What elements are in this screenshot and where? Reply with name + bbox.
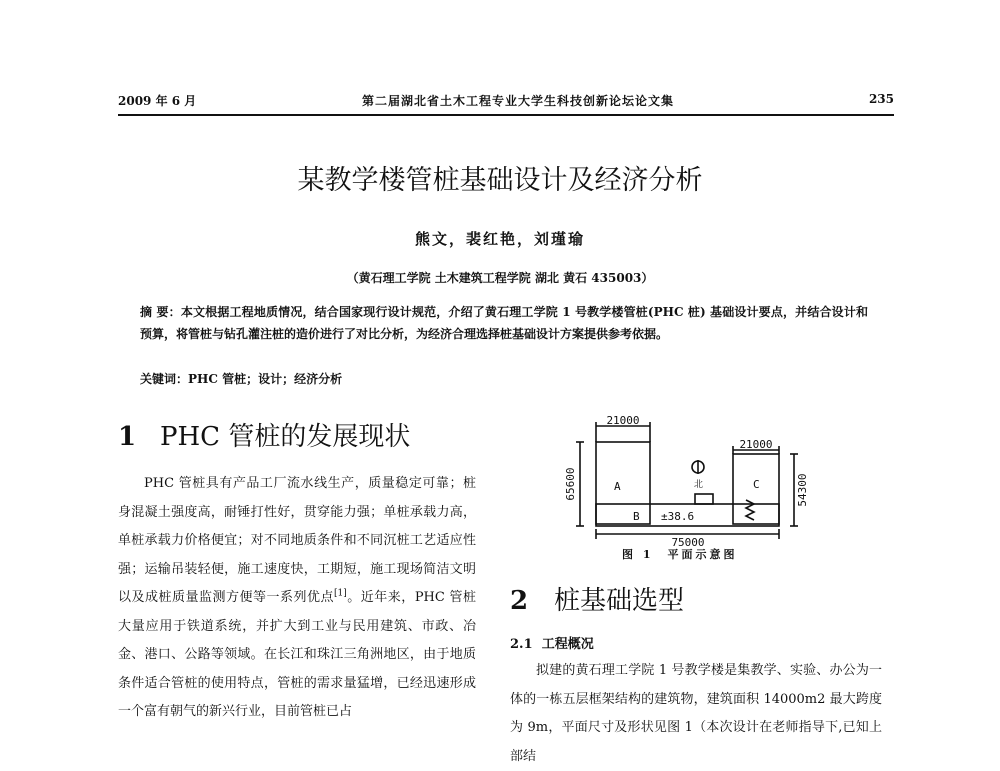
subsection-2-1-title: 工程概况 — [541, 637, 594, 652]
header-rule — [118, 114, 894, 116]
center-elevation-mark: ±38.6 — [661, 510, 695, 523]
section-2-paragraph: 拟建的黄石理工学院 1 号教学楼是集教学、实验、办公为一体的一栋五层框架结构的建筑物，建筑面积 14000m2 最大跨度为 9m，平面尺寸及形状见图 1（本次设计在老师指导下,已知上部结 — [510, 663, 882, 764]
block-a-label: A — [614, 480, 621, 493]
block-c-label: C — [753, 478, 760, 491]
keywords — [140, 370, 868, 387]
running-header — [118, 92, 894, 112]
dim-label-top-c: 21000 — [739, 438, 773, 451]
subsection-2-1-heading — [510, 633, 594, 652]
section-1-paragraph — [118, 470, 476, 727]
section-2-number: 2 — [510, 586, 529, 616]
dim-label-left: 65600 — [564, 467, 577, 501]
block-b-label: B — [633, 510, 640, 523]
subsection-2-1-number: 2.1 — [510, 637, 533, 652]
keywords-text: PHC 管桩；设计；经济分析 — [188, 372, 343, 386]
paper-affiliation: （黄石理工学院 土木建筑工程学院 湖北 黄石 435003） — [346, 271, 654, 285]
keywords-label: 关键词： — [140, 372, 189, 386]
dim-label-bottom: 75000 — [671, 536, 705, 549]
paper-authors: 熊文，裴红艳，刘瑾瑜 — [414, 230, 585, 248]
section-2-body — [510, 657, 882, 771]
header-page-number: 235 — [868, 92, 894, 106]
section-1-number: 1 — [118, 422, 137, 452]
header-journal: 第二届湖北省土木工程专业大学生科技创新论坛论文集 — [361, 94, 674, 108]
citation-ref[interactable]: [1] — [334, 588, 347, 599]
dim-label-right: 54300 — [796, 473, 809, 507]
abstract-text: 本文根据工程地质情况，结合国家现行设计规范，介绍了黄石理工学院 1 号教学楼管桩(PHC 桩) 基础设计要点，并结合设计和预算，将管桩与钻孔灌注桩的造价进行了对比分析，为经济合理选择桩基础设计方案提供参考依据。 — [140, 305, 868, 341]
stair-symbol — [746, 500, 754, 520]
paragraph-text-part-2: 。近年来，PHC 管桩大量应用于铁道系统，并扩大到工业与民用建筑、市政、冶金、港口、公路等领域。在长江和珠江三角洲地区，由于地质条件适合管桩的使用特点，管桩的需求量猛增，已经迅速形成一个富有朝气的新兴行业，目前管桩已占 — [118, 590, 476, 719]
section-2-heading — [510, 580, 684, 617]
abstract-label: 摘 要： — [140, 305, 181, 319]
north-label: 北 — [694, 480, 704, 490]
section-2-title: 桩基础选型 — [554, 586, 685, 616]
small-block-outline — [695, 494, 713, 504]
building-a-outline — [596, 442, 650, 524]
section-1-title: PHC 管桩的发展现状 — [160, 422, 411, 452]
paragraph-text-part-1: PHC 管桩具有产品工厂流水线生产，质量稳定可靠；桩身混凝土强度高，耐锤打性好，贯穿能力强；单桩承载力高，单桩承载力价格便宜；对不同地质条件和不同沉桩工艺适应性强；运输吊装轻便，施工速度快，工期短，施工现场简洁文明以及成桩质量监测方便等一系列优点 — [118, 476, 476, 605]
section-1-heading — [118, 416, 410, 453]
section-1-body — [118, 470, 476, 727]
dim-label-top-a: 21000 — [606, 414, 640, 427]
figure-caption: 图 1 平面示意图 — [622, 548, 738, 561]
paper-title: 某教学楼管桩基础设计及经济分析 — [297, 165, 703, 196]
abstract — [140, 301, 868, 345]
header-date: 2009 年 6 月 — [118, 94, 197, 108]
